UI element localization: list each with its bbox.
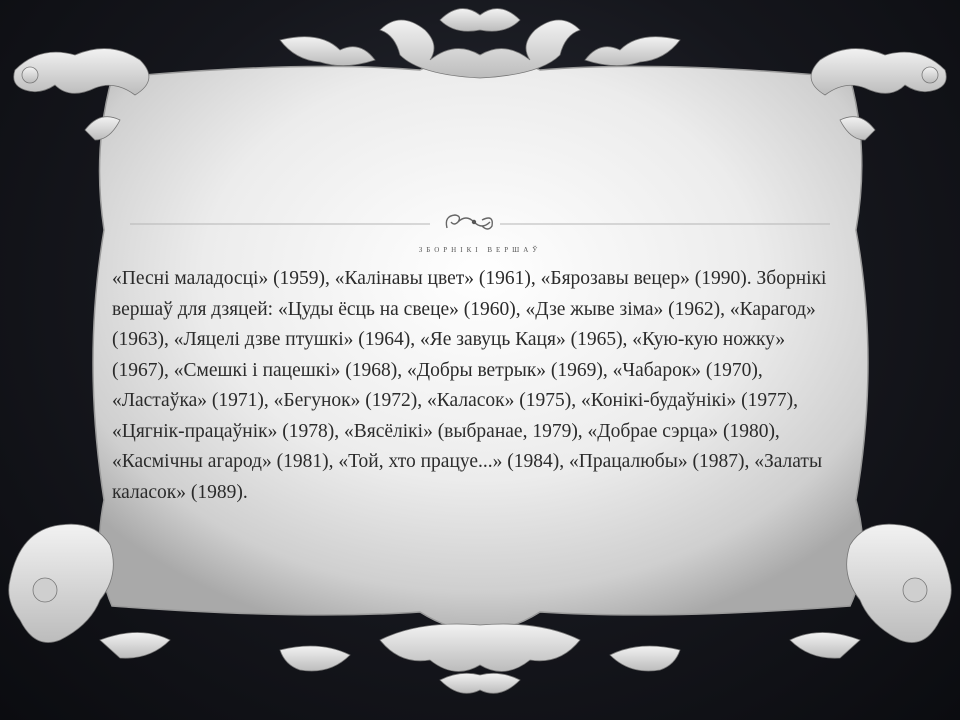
bottom-ornament xyxy=(280,624,680,693)
section-title: ЗБОРНІКІ ВЕРШАЎ xyxy=(418,246,542,254)
body-text: «Песні маладосці» (1959), «Калінавы цвет» (1961), «Бярозавы вецер» (1990). Зборнікі вершаў для дзяцей: «Цуды ёсць на свеце» (1960), «Дзе жыве зіма» (1962), «Карагод» (1963), «Ляцелі дзве птушкі» (1964), «Яе завуць Каця» (1965), «Кую-кую ножку» (1967), «Смешкі і пацешкі» (1968), «Добры ветрык» (1969), «Чабарок» (1970), «Ластаўка» (1971), «Бегунок» (1972), «Каласок» (1975), «Конікі-будаўнікі» (1977), «Цягнік-працаўнік» (1978), «Вясёлікі» (выбранае, 1979), «Добрае сэрца» (1980), «Касмічны агарод» (1981), «Той, хто працуе...» (1984), «Працалюбы» (1987), «Залаты каласок» (1989). xyxy=(112,268,827,503)
